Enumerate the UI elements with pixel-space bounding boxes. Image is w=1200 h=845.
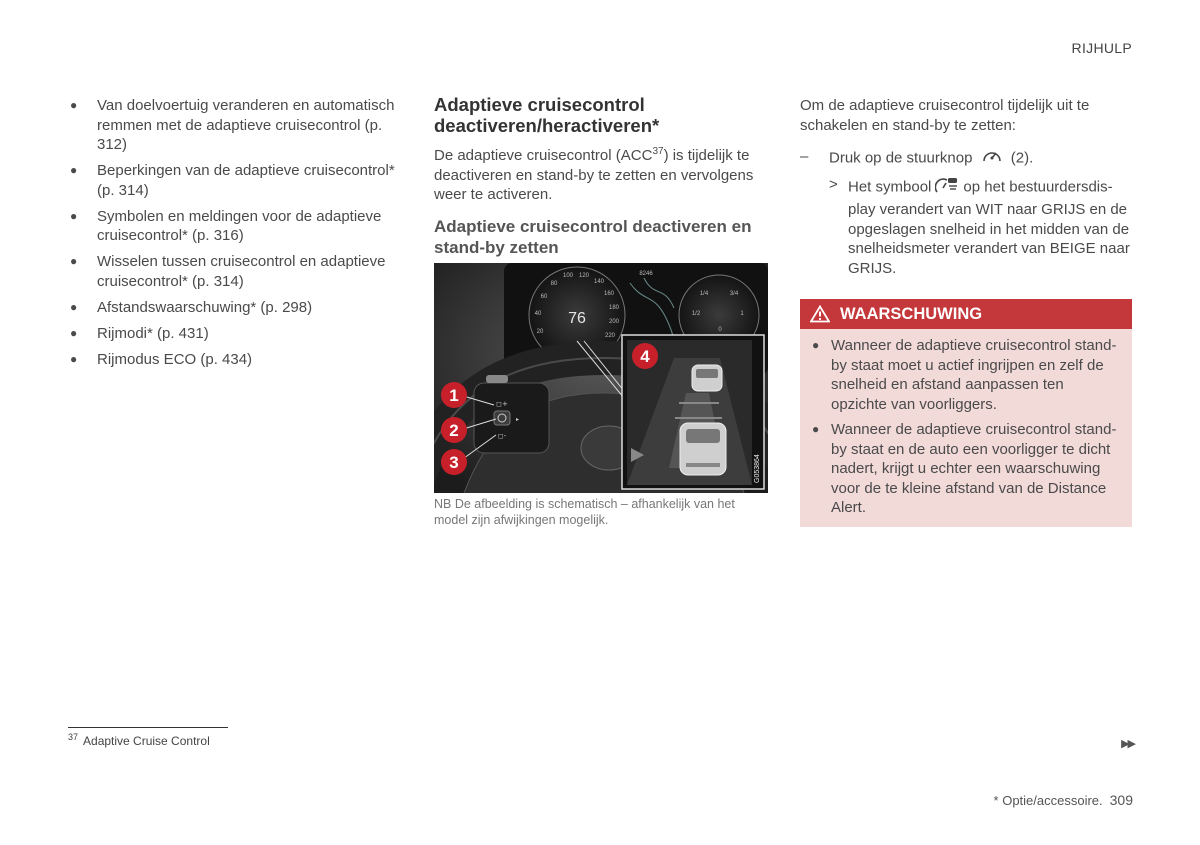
dial-tick: 160 (603, 290, 615, 297)
figure-caption: NB De afbeelding is schematisch – afhankelijk van het model zijn afwijkingen mogelijk. (434, 496, 735, 527)
list-item[interactable]: ● Symbolen en meldingen voor de adaptieve cruisecontrol* (p. 316) (70, 207, 382, 244)
warning-triangle-icon (810, 305, 830, 323)
bullet-icon: ● (70, 98, 78, 112)
svg-text:▸: ▸ (516, 415, 520, 423)
main-column (434, 94, 770, 528)
dial-tick: 140 (593, 278, 605, 285)
dial-tick: 1/2 (691, 310, 701, 317)
instructions-column (800, 96, 1132, 527)
dial-tick: 1 (740, 310, 744, 317)
dial-tick: 8246 (639, 270, 653, 277)
list-item[interactable]: ● Wisselen tussen cruisecontrol en adaptieve cruisecontrol* (p. 314) (70, 253, 386, 290)
warning-title: WAARSCHUWING (840, 304, 983, 323)
list-item[interactable]: ● Rijmodi* (p. 431) (70, 324, 209, 342)
bullet-icon: ● (70, 254, 78, 268)
footnote-ref[interactable]: 37 (652, 146, 664, 157)
figure-code: G053864 (754, 453, 761, 483)
bullet-icon: ● (70, 351, 78, 366)
footnote: $^{37}$ Adaptive Cruise Control (68, 732, 210, 748)
related-links-list (68, 96, 408, 369)
page-number: 309 (1109, 792, 1133, 808)
callout-1 (441, 382, 467, 408)
list-item[interactable]: ● Beperkingen van de adaptieve cruisecontrol* (p. 314) (70, 162, 395, 199)
instructions-intro: Om de adaptieve cruisecontrol tijdelijk uit te schakelen en stand-by te zetten: (800, 97, 1090, 134)
dial-tick: 0 (718, 326, 722, 333)
cruise-control-symbol-icon (935, 175, 959, 201)
option-note: * Optie/accessoire. (993, 793, 1103, 808)
dial-tick: 80 (550, 280, 558, 287)
warning-list (800, 329, 1132, 518)
dial-tick: 60 (540, 293, 548, 300)
steering-wheel-illustration (434, 263, 768, 493)
dial-tick: 3/4 (729, 290, 739, 297)
bullet-icon: ● (70, 325, 78, 340)
callout-2 (441, 417, 467, 443)
page-title: Adaptieve cruisecontrol deactiveren/heractiveren* (434, 94, 660, 136)
intro-paragraph: De adaptieve cruisecontrol (ACC$^{37}$) is tijdelijk te deactiveren en stand-by te zetten en vervolgens weer te activeren. (434, 146, 754, 203)
bullet-icon: ● (812, 422, 820, 436)
result-item: > Het symbool op het bestuurdersdis-play verandert van WIT naar GRIJS en de opgeslagen snelheid in het midden van de snelheidsmeter verandert van BEIGE naar GRIJS. (829, 175, 1130, 277)
bullet-icon: ● (70, 163, 78, 177)
warning-item: ● Wanneer de adaptieve cruisecontrol stand-by staat en de auto een voorligger te dicht nadert, krijgt u echter een waarschuwing voor de te kleine afstand van de Distance Alert. (812, 421, 1117, 516)
bullet-icon: ● (70, 208, 78, 223)
warning-item: ● Wanneer de adaptieve cruisecontrol stand-by staat moet u actief ingrijpen en zelf de snelheid en afstand aanpassen ten opzichte van voorliggers. (812, 337, 1117, 413)
svg-text:1: 1 (449, 385, 459, 405)
dial-tick: 100 (562, 272, 574, 279)
continue-arrows-icon: ▶▶ (1121, 738, 1134, 750)
dial-tick: 220 (604, 332, 616, 339)
list-item[interactable]: ● Rijmodus ECO (p. 434) (70, 350, 253, 368)
dial-tick: 20 (536, 328, 544, 335)
dial-tick: 200 (608, 318, 620, 325)
footnote-divider (68, 727, 228, 728)
svg-text:◻-: ◻- (497, 431, 507, 440)
list-item[interactable]: ● Van doelvoertuig veranderen en automatisch remmen met de adaptieve cruisecontrol (p. 312) (70, 97, 395, 153)
section-subtitle: Adaptieve cruisecontrol deactiveren en stand-by zetten (434, 216, 752, 257)
svg-text:2: 2 (449, 420, 459, 440)
warning-box (800, 299, 1132, 527)
speed-readout: 76 (568, 309, 586, 327)
bullet-icon: ● (812, 338, 820, 352)
page-footer (994, 792, 1133, 808)
section-header: RIJHULP (1071, 40, 1132, 56)
warning-header (800, 299, 1132, 329)
dial-tick: 40 (534, 310, 542, 317)
steering-wheel-svg (434, 263, 768, 493)
svg-text:◻+: ◻+ (496, 399, 508, 408)
callout-3 (441, 449, 467, 475)
step-item: – Druk op de stuurknop (2). (800, 147, 1132, 171)
svg-text:4: 4 (640, 346, 650, 366)
list-item[interactable]: ● Afstandswaarschuwing* (p. 298) (70, 298, 313, 316)
dial-tick: 180 (608, 304, 620, 311)
dial-tick: 1/4 (699, 290, 709, 297)
callout-4 (632, 343, 658, 369)
related-links-column (68, 96, 408, 376)
dial-tick: 120 (578, 272, 590, 279)
svg-text:3: 3 (449, 452, 459, 472)
dial-tick: 240 (596, 344, 608, 351)
bullet-icon: ● (70, 299, 78, 314)
speedometer-button-icon (981, 147, 1003, 171)
